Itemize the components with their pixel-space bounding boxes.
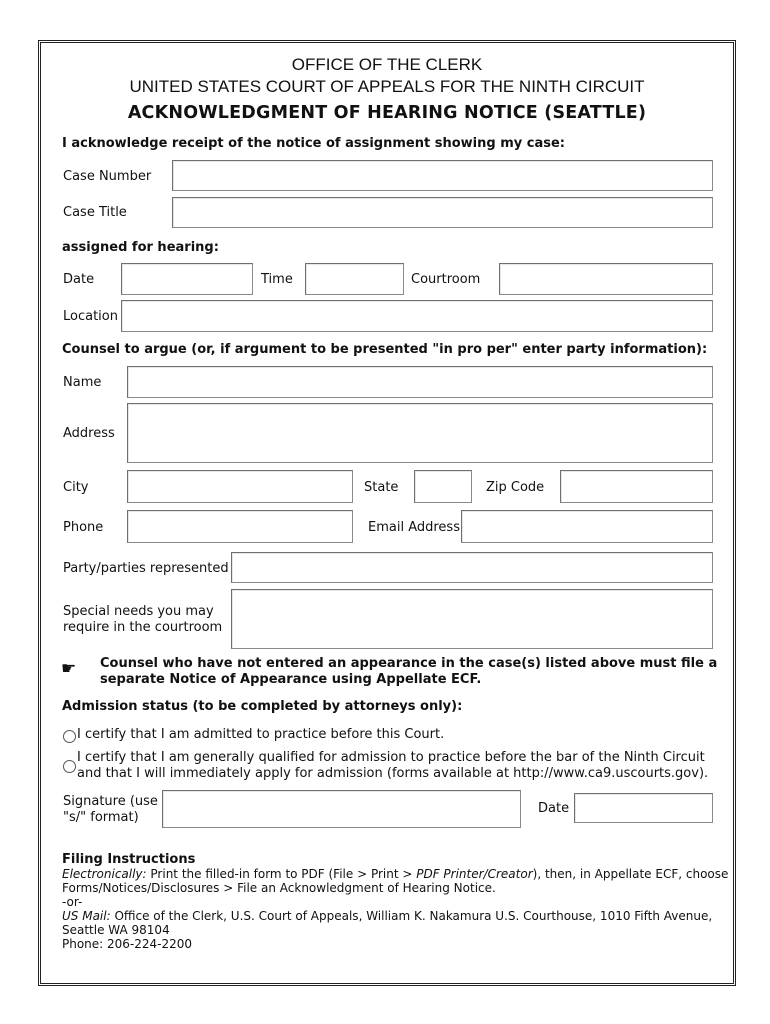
- party-field[interactable]: [231, 552, 713, 583]
- zip-label: Zip Code: [486, 480, 545, 495]
- address-field[interactable]: [127, 403, 713, 463]
- form-title: ACKNOWLEDGMENT OF HEARING NOTICE (SEATTLE): [127, 103, 647, 123]
- address-label: Address: [63, 426, 115, 441]
- counsel-heading: Counsel to argue (or, if argument to be presented "in pro per" enter party information):: [62, 342, 708, 357]
- qualified-option-line1: I certify that I am generally qualified for admission to practice before the bar of the Ninth Circuit: [77, 750, 705, 765]
- receipt-heading: I acknowledge receipt of the notice of assignment showing my case:: [62, 136, 565, 151]
- court-heading: UNITED STATES COURT OF APPEALS FOR THE NINTH CIRCUIT: [129, 77, 645, 96]
- office-heading: OFFICE OF THE CLERK: [291, 55, 483, 74]
- filing-phone: Phone: 206-224-2200: [62, 937, 193, 951]
- signature-field[interactable]: [162, 790, 521, 828]
- date-label: Date: [63, 272, 95, 287]
- admission-heading: Admission status (to be completed by attorneys only):: [62, 699, 463, 714]
- elec-text-b: ), then, in Appellate ECF, choose: [532, 867, 729, 881]
- time-label: Time: [261, 272, 293, 287]
- courtroom-label: Courtroom: [411, 272, 481, 287]
- filing-mail-line2: Seattle WA 98104: [62, 923, 170, 937]
- phone-label: Phone: [63, 520, 104, 535]
- state-field[interactable]: [414, 470, 472, 503]
- signature-date-label: Date: [538, 801, 570, 816]
- admitted-option-label: I certify that I am admitted to practice before this Court.: [77, 727, 445, 742]
- filing-electronic-line1: [62, 867, 728, 881]
- party-label: Party/parties represented: [63, 561, 229, 576]
- special-needs-label-line2: require in the courtroom: [63, 620, 223, 635]
- phone-field[interactable]: [127, 510, 353, 543]
- signature-label-line1: Signature (use: [63, 794, 158, 809]
- filing-heading: Filing Instructions: [62, 852, 196, 867]
- city-label: City: [63, 480, 89, 495]
- location-label: Location: [63, 309, 118, 324]
- case-title-field[interactable]: [172, 197, 713, 228]
- zip-field[interactable]: [560, 470, 713, 503]
- state-label: State: [364, 480, 399, 495]
- hearing-time-field[interactable]: [305, 263, 404, 295]
- city-field[interactable]: [127, 470, 353, 503]
- case-title-label: Case Title: [63, 205, 127, 220]
- signature-label-line2: "s/" format): [63, 810, 139, 825]
- courtroom-field[interactable]: [499, 263, 713, 295]
- case-number-field[interactable]: [172, 160, 713, 191]
- hearing-date-field[interactable]: [121, 263, 253, 295]
- us-mail-label: US Mail:: [62, 909, 111, 923]
- qualified-radio[interactable]: [63, 760, 76, 773]
- special-needs-label-line1: Special needs you may: [63, 604, 214, 619]
- email-field[interactable]: [461, 510, 713, 543]
- signature-date-field[interactable]: [574, 793, 713, 823]
- admitted-radio[interactable]: [63, 730, 76, 743]
- notice-line1: Counsel who have not entered an appearance in the case(s) listed above must file a: [100, 656, 718, 671]
- qualified-option-line2: and that I will immediately apply for admission (forms available at http://www.ca9.uscourts.gov).: [77, 766, 709, 781]
- hearing-heading: assigned for hearing:: [62, 240, 219, 255]
- notice-line2: separate Notice of Appearance using Appellate ECF.: [100, 672, 482, 687]
- filing-or: -or-: [62, 895, 83, 909]
- email-label: Email Address: [368, 520, 460, 535]
- filing-electronic-line2: Forms/Notices/Disclosures > File an Acknowledgment of Hearing Notice.: [62, 881, 496, 895]
- electronically-label: Electronically:: [62, 867, 147, 881]
- name-field[interactable]: [127, 366, 713, 398]
- name-label: Name: [63, 375, 102, 390]
- special-needs-field[interactable]: [231, 589, 713, 649]
- case-number-label: Case Number: [63, 169, 152, 184]
- pdf-printer-text: PDF Printer/Creator: [416, 867, 533, 881]
- mail-text: Office of the Clerk, U.S. Court of Appeals, William K. Nakamura U.S. Courthouse, 1010 Fifth Avenue,: [110, 909, 713, 923]
- pointing-hand-icon: ☛: [61, 659, 77, 679]
- elec-text-a: Print the filled-in form to PDF (File > Print >: [146, 867, 417, 881]
- filing-mail-line1: [62, 909, 712, 923]
- location-field[interactable]: [121, 300, 713, 332]
